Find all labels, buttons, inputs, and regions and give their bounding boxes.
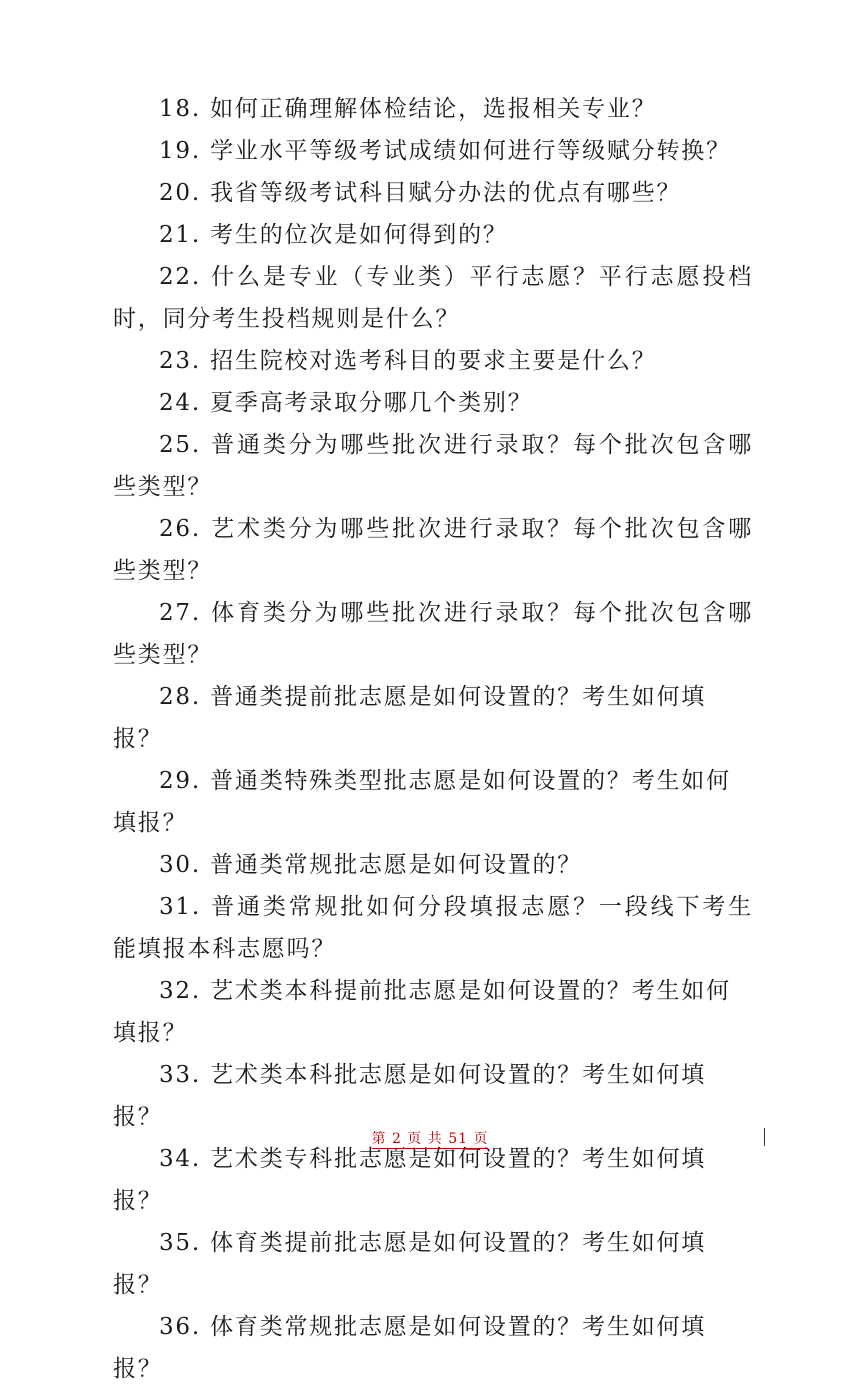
question-item: 26. 艺术类分为哪些批次进行录取？每个批次包含哪些类型？: [113, 516, 753, 584]
question-list: [113, 88, 753, 1390]
question-item: 35. 体育类提前批志愿是如何设置的？考生如何填报？: [113, 1230, 707, 1298]
question-item: 36. 体育类常规批志愿是如何设置的？考生如何填报？: [113, 1314, 707, 1382]
question-item: 18. 如何正确理解体检结论，选报相关专业？: [159, 96, 657, 122]
question-item: 28. 普通类提前批志愿是如何设置的？考生如何填报？: [113, 684, 707, 752]
question-item: 22. 什么是专业（专业类）平行志愿？平行志愿投档时，同分考生投档规则是什么？: [113, 264, 753, 332]
question-item: 33. 艺术类本科批志愿是如何设置的？考生如何填报？: [113, 1062, 707, 1130]
question-item: 20. 我省等级考试科目赋分办法的优点有哪些？: [159, 180, 682, 206]
question-item: 24. 夏季高考录取分哪几个类别？: [159, 390, 533, 416]
footer-divider: [764, 1128, 765, 1146]
page-number-label: 第 2 页 共 51 页: [371, 1131, 489, 1147]
question-item: 19. 学业水平等级考试成绩如何进行等级赋分转换？: [159, 138, 731, 164]
question-item: 30. 普通类常规批志愿是如何设置的？: [159, 852, 583, 878]
question-item: 32. 艺术类本科提前批志愿是如何设置的？考生如何填报？: [113, 978, 731, 1046]
question-item: 29. 普通类特殊类型批志愿是如何设置的？考生如何填报？: [113, 768, 731, 836]
page-footer: [0, 1128, 860, 1148]
question-item: 27. 体育类分为哪些批次进行录取？每个批次包含哪些类型？: [113, 600, 753, 668]
question-item: 34. 艺术类专科批志愿是如何设置的？考生如何填报？: [113, 1146, 707, 1214]
question-item: 25. 普通类分为哪些批次进行录取？每个批次包含哪些类型？: [113, 432, 753, 500]
question-item: 23. 招生院校对选考科目的要求主要是什么？: [159, 348, 657, 374]
question-item: 31. 普通类常规批如何分段填报志愿？一段线下考生能填报本科志愿吗？: [113, 894, 753, 962]
question-item: 21. 考生的位次是如何得到的？: [159, 222, 508, 248]
